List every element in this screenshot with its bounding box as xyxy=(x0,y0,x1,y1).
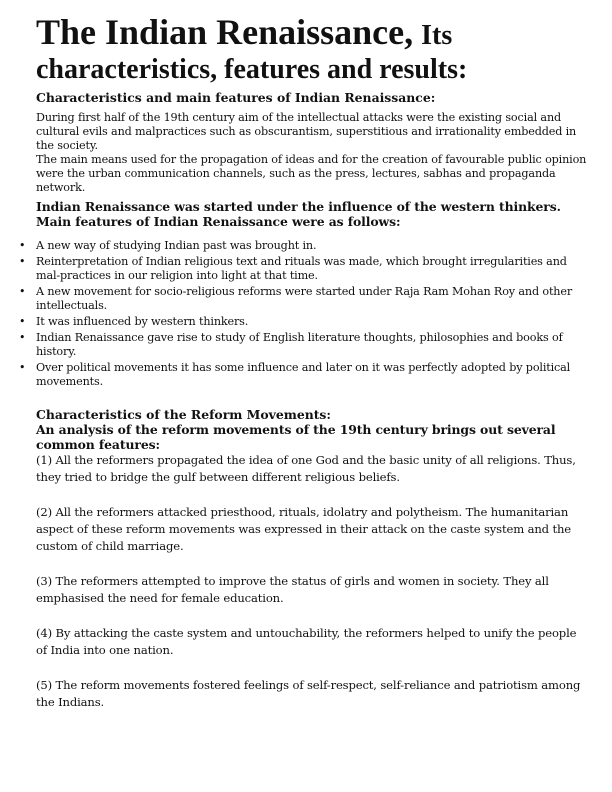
list-item-text: It was influenced by western thinkers. xyxy=(36,315,249,328)
page-title xyxy=(36,14,588,54)
list-item xyxy=(19,239,588,253)
reform-point-5: (5) The reform movements fostered feelings of self-respect, self-reliance and patriotism among the Indians. xyxy=(36,678,581,709)
reform-point-2: (2) All the reformers attacked priesthood, rituals, idolatry and polytheism. The humanitarian aspect of these reform movements was expressed in their attack on the caste system and the custom of child marriage. xyxy=(36,505,571,553)
list-item-text: Over political movements it has some influence and later on it was perfectly adopted by political movements. xyxy=(36,361,571,388)
list-item-text: Indian Renaissance gave rise to study of English literature thoughts, philosophies and books of history. xyxy=(36,331,563,358)
list-item-text: Reinterpretation of Indian religious text and rituals was made, which brought irregularities and mal-practices in our religion into light at that time. xyxy=(36,255,567,282)
bullet-icon: • xyxy=(19,285,26,298)
list-item xyxy=(19,315,588,329)
section1-heading: Characteristics and main features of Indian Renaissance: xyxy=(36,90,436,105)
section1-paragraph-2: The main means used for the propagation of ideas and for the creation of favourable public opinion were the urban communication channels, such as the press, lectures, sabhas and propaganda network. xyxy=(36,153,587,194)
page-title-line-2: characteristics, features and results: xyxy=(36,54,468,85)
list-item xyxy=(19,285,588,313)
reform-point-4: (4) By attacking the caste system and untouchability, the reformers helped to unify the people of India into one nation. xyxy=(36,626,577,657)
reform-point-3: (3) The reformers attempted to improve the status of girls and women in society. They all emphasised the need for female education. xyxy=(36,574,549,605)
section1-bold-intro xyxy=(36,199,588,229)
bullet-icon: • xyxy=(19,255,26,268)
bullet-icon: • xyxy=(19,239,26,252)
bold-line-2: Main features of Indian Renaissance were as follows: xyxy=(36,214,401,229)
list-item xyxy=(19,255,588,283)
list-item xyxy=(19,361,588,389)
title-part-1: The Indian Renaissance, xyxy=(36,12,414,52)
bullet-icon: • xyxy=(19,331,26,344)
bullet-icon: • xyxy=(19,315,26,328)
bold-line-1: Indian Renaissance was started under the influence of the western thinkers. xyxy=(36,199,561,214)
section2-intro: An analysis of the reform movements of the 19th century brings out several common features: xyxy=(36,422,556,452)
section2-heading: Characteristics of the Reform Movements: xyxy=(36,407,331,422)
reform-point-1: (1) All the reformers propagated the idea of one God and the basic unity of all religions. Thus, they tried to bridge the gulf between different religious beliefs. xyxy=(36,453,576,484)
features-list xyxy=(19,239,588,389)
section1-paragraph-1: During first half of the 19th century aim of the intellectual attacks were the existing social and cultural evils and malpractices such as obscurantism, superstitious and irrationality embedded in the society. xyxy=(36,111,577,152)
bullet-icon: • xyxy=(19,361,26,374)
list-item xyxy=(19,331,588,359)
list-item-text: A new movement for socio-religious reforms were started under Raja Ram Mohan Roy and other intellectuals. xyxy=(36,285,573,312)
title-part-2: Its xyxy=(421,20,453,51)
document-page xyxy=(19,12,588,729)
list-item-text: A new way of studying Indian past was brought in. xyxy=(36,239,317,252)
